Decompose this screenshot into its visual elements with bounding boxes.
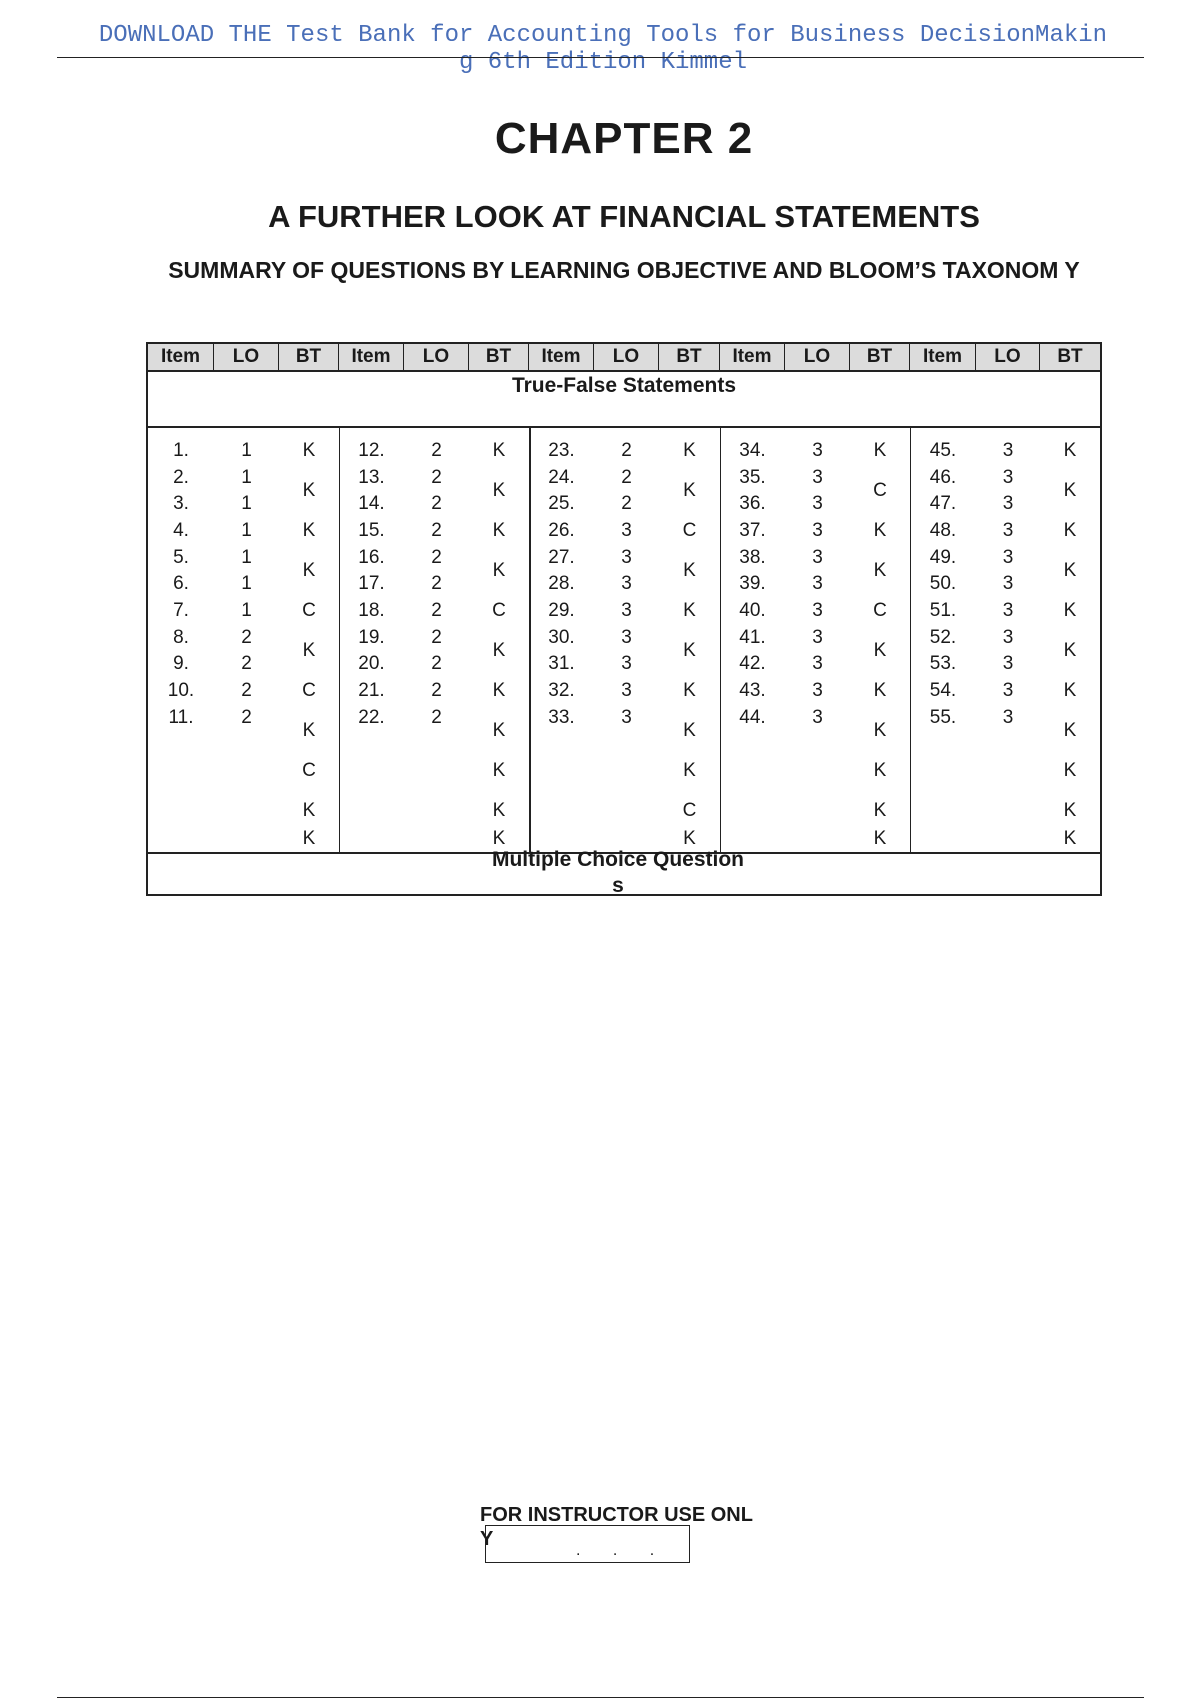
- section-true-false: True-False Statements: [511, 374, 737, 397]
- learning-objective: 2: [241, 680, 252, 701]
- learning-objective: 3: [621, 627, 632, 648]
- column-header: BT: [1057, 346, 1083, 367]
- group-divider: [339, 428, 340, 854]
- learning-objective: 3: [812, 520, 823, 541]
- learning-objective: 3: [621, 600, 632, 621]
- learning-objective: 2: [431, 493, 442, 514]
- item-number: 13.: [358, 467, 385, 488]
- bloom-level: K: [683, 680, 696, 701]
- bloom-level: K: [873, 720, 887, 741]
- item-number: 47.: [929, 493, 957, 514]
- bloom-level: K: [302, 800, 316, 821]
- learning-objective: 3: [1002, 520, 1014, 541]
- download-banner[interactable]: [58, 22, 1148, 76]
- item-number: 22.: [358, 707, 385, 728]
- item-number: 12.: [358, 440, 385, 461]
- bloom-level: C: [302, 760, 316, 781]
- footer-box: [485, 1525, 690, 1563]
- learning-objective: 3: [621, 520, 632, 541]
- item-number: 53.: [929, 653, 957, 674]
- bloom-level: K: [683, 828, 696, 849]
- footer-label: FOR INSTRUCTOR USE ONL Y: [480, 1504, 753, 1550]
- bloom-level: K: [1063, 720, 1077, 741]
- section-divider: [148, 426, 1100, 428]
- learning-objective: 1: [241, 440, 252, 461]
- learning-objective: 3: [1002, 493, 1014, 514]
- column-header: LO: [404, 344, 469, 370]
- learning-objective: 3: [1002, 547, 1014, 568]
- bloom-level: C: [302, 600, 316, 621]
- column-header: Item: [529, 344, 594, 370]
- bloom-level: K: [1063, 560, 1077, 581]
- bloom-level: K: [683, 760, 696, 781]
- bloom-level: C: [302, 680, 316, 701]
- learning-objective: 3: [812, 573, 823, 594]
- bloom-level: K: [873, 680, 887, 701]
- bloom-level: K: [873, 828, 887, 849]
- chapter-title: CHAPTER 2: [494, 114, 754, 163]
- banner-line-1: DOWNLOAD THE Test Bank for Accounting Tools for Business DecisionMakin: [98, 22, 1108, 49]
- item-number: 39.: [739, 573, 766, 594]
- item-number: 19.: [358, 627, 385, 648]
- item-number: 50.: [929, 573, 957, 594]
- bloom-level: K: [683, 480, 696, 501]
- bloom-level: K: [302, 640, 316, 661]
- item-number: 26.: [548, 520, 575, 541]
- learning-objective: 3: [1002, 440, 1014, 461]
- bloom-level: K: [873, 440, 887, 461]
- bloom-level: K: [1063, 640, 1077, 661]
- item-number: 36.: [739, 493, 766, 514]
- learning-objective: 3: [812, 440, 823, 461]
- learning-objective: 1: [241, 493, 252, 514]
- learning-objective: 3: [812, 707, 823, 728]
- item-number: 29.: [548, 600, 575, 621]
- learning-objective: 3: [812, 653, 823, 674]
- item-number: 37.: [739, 520, 766, 541]
- column-header: LO: [214, 344, 279, 370]
- item-number: 4.: [173, 520, 189, 541]
- bloom-level: K: [1063, 828, 1077, 849]
- learning-objective: 1: [241, 573, 252, 594]
- item-number: 35.: [739, 467, 766, 488]
- bloom-level: K: [1063, 800, 1077, 821]
- bloom-level: K: [873, 560, 887, 581]
- footer-dots: . . .: [576, 1542, 669, 1559]
- item-number: 8.: [173, 627, 189, 648]
- item-number: 25.: [548, 493, 575, 514]
- item-number: 5.: [173, 547, 189, 568]
- item-number: 42.: [739, 653, 766, 674]
- column-header: LO: [594, 344, 659, 370]
- learning-objective: 2: [431, 573, 442, 594]
- item-number: 27.: [548, 547, 575, 568]
- learning-objective: 2: [431, 467, 442, 488]
- item-number: 41.: [739, 627, 766, 648]
- item-number: 23.: [548, 440, 575, 461]
- item-number: 24.: [548, 467, 575, 488]
- item-number: 48.: [929, 520, 957, 541]
- bloom-level: K: [1063, 600, 1077, 621]
- bloom-level: K: [492, 760, 506, 781]
- learning-objective: 3: [1002, 707, 1014, 728]
- learning-objective: 2: [431, 440, 442, 461]
- item-number: 34.: [739, 440, 766, 461]
- learning-objective: 3: [1002, 627, 1014, 648]
- item-number: 17.: [358, 573, 385, 594]
- bloom-level: K: [302, 480, 316, 501]
- bloom-level: K: [492, 640, 506, 661]
- group-divider: [529, 428, 531, 854]
- bloom-level: K: [683, 640, 696, 661]
- bloom-level: K: [492, 520, 506, 541]
- column-header: BT: [279, 344, 339, 370]
- column-header: Item: [910, 344, 976, 370]
- learning-objective: 1: [241, 520, 252, 541]
- column-header: BT: [850, 344, 910, 370]
- bloom-level: K: [1063, 520, 1077, 541]
- bloom-level: C: [873, 600, 887, 621]
- learning-objective: 2: [621, 493, 632, 514]
- item-number: 32.: [548, 680, 575, 701]
- group-divider: [720, 428, 721, 854]
- learning-objective: 3: [1002, 680, 1014, 701]
- item-number: 16.: [358, 547, 385, 568]
- learning-objective: 3: [621, 680, 632, 701]
- learning-objective: 3: [812, 493, 823, 514]
- learning-objective: 3: [812, 547, 823, 568]
- bloom-level: K: [873, 800, 887, 821]
- column-header: Item: [148, 344, 214, 370]
- item-number: 1.: [173, 440, 189, 461]
- item-number: 3.: [173, 493, 189, 514]
- bloom-level: K: [1063, 440, 1077, 461]
- item-number: 55.: [929, 707, 957, 728]
- item-number: 9.: [173, 653, 189, 674]
- bloom-level: C: [873, 480, 887, 501]
- learning-objective: 3: [812, 467, 823, 488]
- column-header: Item: [720, 344, 785, 370]
- item-number: 6.: [173, 573, 189, 594]
- bloom-level: K: [302, 720, 316, 741]
- column-header: BT: [659, 344, 720, 370]
- item-number: 49.: [929, 547, 957, 568]
- bloom-level: K: [492, 720, 506, 741]
- item-number: 28.: [548, 573, 575, 594]
- item-number: 2.: [173, 467, 189, 488]
- item-number: 40.: [739, 600, 766, 621]
- bloom-level: K: [683, 720, 696, 741]
- bloom-level: K: [492, 560, 506, 581]
- column-header: Item: [339, 344, 404, 370]
- item-number: 11.: [168, 707, 194, 728]
- bloom-level: K: [492, 480, 506, 501]
- learning-objective: 2: [431, 653, 442, 674]
- banner-line-2: g 6th Edition Kimmel: [458, 49, 748, 76]
- bloom-level: K: [492, 800, 506, 821]
- bloom-level: K: [683, 600, 696, 621]
- section-multiple-choice: Multiple Choice Question s: [491, 848, 744, 897]
- learning-objective: 2: [431, 600, 442, 621]
- bloom-level: K: [873, 520, 887, 541]
- learning-objective: 2: [241, 707, 252, 728]
- column-header: LO: [976, 344, 1040, 370]
- learning-objective: 3: [1002, 467, 1014, 488]
- bloom-level: C: [492, 600, 506, 621]
- item-number: 46.: [929, 467, 957, 488]
- learning-objective: 1: [241, 547, 252, 568]
- learning-objective: 3: [1002, 600, 1014, 621]
- item-number: 20.: [358, 653, 385, 674]
- column-header: BT: [469, 344, 529, 370]
- learning-objective: 2: [241, 653, 252, 674]
- bloom-level: K: [492, 440, 506, 461]
- item-number: 52.: [929, 627, 957, 648]
- item-number: 33.: [548, 707, 575, 728]
- bloom-level: K: [302, 560, 316, 581]
- item-number: 15.: [358, 520, 385, 541]
- footer-divider: [57, 1697, 1144, 1698]
- learning-objective: 3: [621, 573, 632, 594]
- bloom-level: K: [302, 440, 316, 461]
- bloom-level: K: [492, 680, 506, 701]
- learning-objective: 3: [621, 653, 632, 674]
- item-number: 51.: [929, 600, 957, 621]
- learning-objective: 3: [812, 600, 823, 621]
- learning-objective: 3: [812, 627, 823, 648]
- bloom-level: K: [873, 760, 887, 781]
- header-divider: [57, 57, 1144, 58]
- item-number: 7.: [173, 600, 189, 621]
- learning-objective: 2: [431, 627, 442, 648]
- learning-objective: 3: [812, 680, 823, 701]
- bloom-level: K: [683, 560, 696, 581]
- learning-objective: 2: [241, 627, 252, 648]
- bloom-level: K: [492, 828, 506, 849]
- bloom-level: K: [683, 440, 696, 461]
- learning-objective: 2: [621, 467, 632, 488]
- chapter-subtitle: A FURTHER LOOK AT FINANCIAL STATEMENTS: [268, 199, 980, 234]
- column-header: LO: [785, 344, 850, 370]
- item-number: 10.: [167, 680, 195, 701]
- bloom-level: K: [1063, 760, 1077, 781]
- learning-objective: 3: [621, 547, 632, 568]
- learning-objective: 1: [241, 467, 252, 488]
- group-divider: [910, 428, 911, 854]
- learning-objective: 3: [1002, 573, 1014, 594]
- summary-title: SUMMARY OF QUESTIONS BY LEARNING OBJECTIVE AND BLOOM’S TAXONOM Y: [168, 257, 1080, 283]
- bloom-level: K: [302, 828, 316, 849]
- bloom-level: K: [1063, 680, 1077, 701]
- item-number: 38.: [739, 547, 766, 568]
- item-number: 18.: [358, 600, 385, 621]
- item-number: 31.: [548, 653, 575, 674]
- item-number: 45.: [929, 440, 957, 461]
- item-number: 30.: [548, 627, 575, 648]
- item-number: 44.: [739, 707, 766, 728]
- learning-objective: 1: [241, 600, 252, 621]
- learning-objective: 2: [431, 547, 442, 568]
- learning-objective: 2: [431, 520, 442, 541]
- item-number: 21.: [358, 680, 385, 701]
- item-number: 43.: [739, 680, 766, 701]
- bloom-level: K: [873, 640, 887, 661]
- table-header-row: [148, 344, 1100, 372]
- summary-table: [146, 342, 1102, 896]
- bloom-level: K: [1063, 480, 1077, 501]
- item-number: 14.: [358, 493, 385, 514]
- learning-objective: 3: [621, 707, 632, 728]
- bloom-level: C: [682, 520, 697, 541]
- learning-objective: 3: [1002, 653, 1014, 674]
- bloom-level: C: [682, 800, 697, 821]
- bloom-level: K: [302, 520, 316, 541]
- learning-objective: 2: [431, 680, 442, 701]
- item-number: 54.: [929, 680, 957, 701]
- learning-objective: 2: [621, 440, 632, 461]
- learning-objective: 2: [431, 707, 442, 728]
